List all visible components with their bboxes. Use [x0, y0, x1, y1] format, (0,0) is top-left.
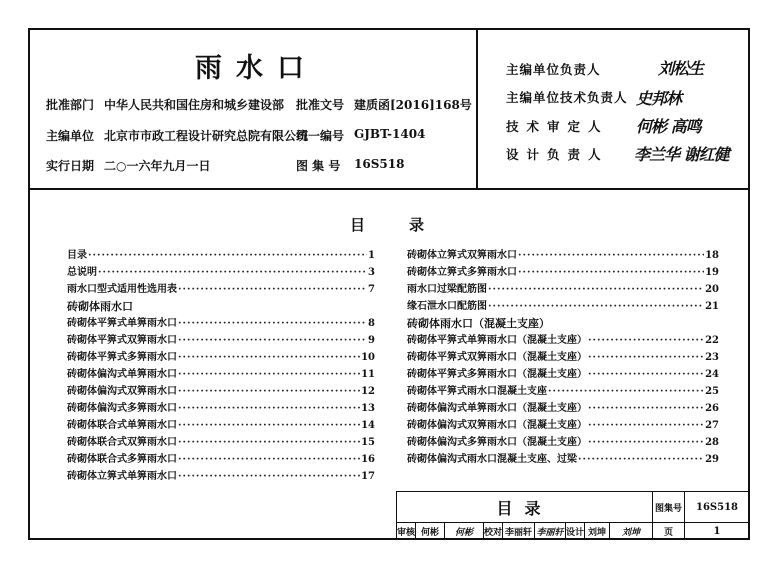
page-number: 1	[684, 522, 750, 540]
toc-entry[interactable]	[67, 468, 375, 485]
effective-date: 二○一六年九月一日	[104, 159, 211, 173]
title-block	[396, 491, 750, 540]
check-signature: 李丽轩	[534, 522, 566, 540]
toc-entry-page: 25	[705, 386, 719, 397]
chief-unit-label: 主编单位	[46, 129, 95, 143]
toc-entry-title: 砖砌体联合式多箅雨水口	[67, 454, 177, 465]
approval-doc: 建质函[2016]168号	[354, 98, 472, 112]
toc-entry-page: 27	[705, 420, 719, 431]
design-signature: 刘坤	[609, 522, 653, 540]
toc-entry-title: 砖砌体雨水口（混凝土支座）	[407, 317, 550, 330]
toc-entry-page: 10	[361, 352, 375, 363]
toc-leader-dots	[178, 468, 360, 485]
toc-entry-page: 1	[368, 250, 375, 261]
toc-entry-page: 15	[361, 437, 375, 448]
toc-entry[interactable]	[67, 349, 375, 366]
toc-entry-page: 16	[361, 454, 375, 465]
toc-entry[interactable]	[407, 400, 719, 417]
toc-section-heading	[407, 315, 719, 332]
toc-entry-title: 砖砌体偏沟式多箅雨水口	[67, 403, 177, 414]
toc-entry-title: 砖砌体立箅式双箅雨水口	[407, 250, 517, 261]
toc-entry[interactable]	[67, 434, 375, 451]
toc-leader-dots	[588, 349, 704, 366]
toc-entry-title: 砖砌体平箅式多箅雨水口（混凝土支座）	[407, 369, 587, 380]
toc-entry-title: 砖砌体平箅式单箅雨水口	[67, 318, 177, 329]
unified-no-label: 统一编号	[296, 129, 345, 143]
design-name: 刘坤	[584, 522, 610, 540]
toc-entry[interactable]	[67, 451, 375, 468]
toc-entry-page: 17	[361, 471, 375, 482]
toc-left-column	[67, 247, 375, 485]
toc-entry-title: 砖砌体偏沟式单箅雨水口（混凝土支座）	[407, 403, 587, 414]
toc-leader-dots	[588, 400, 704, 417]
sig-label-designer: 设计负责人	[506, 147, 609, 162]
toc-entry[interactable]	[407, 417, 719, 434]
approval-dept-label: 批准部门	[46, 98, 95, 112]
toc-entry-title: 砖砌体偏沟式雨水口混凝土支座、过梁	[407, 454, 577, 465]
signature-chief-unit-head: 刘松生	[658, 59, 704, 78]
toc-entry[interactable]	[67, 247, 375, 264]
toc-leader-dots	[518, 264, 704, 281]
sig-label-reviewer: 技术审定人	[506, 119, 609, 134]
toc-entry-title: 砖砌体平箅式雨水口混凝土支座	[407, 386, 547, 397]
toc-leader-dots	[178, 400, 360, 417]
toc-entry[interactable]	[67, 332, 375, 349]
toc-entry-title: 雨水口过梁配筋图	[407, 284, 487, 295]
atlas-no-label: 图 集 号	[296, 159, 341, 173]
toc-entry[interactable]	[407, 264, 719, 281]
toc-leader-dots	[548, 383, 704, 400]
toc-leader-dots	[578, 451, 704, 468]
review-name: 何彬	[415, 522, 445, 540]
toc-entry-page: 18	[705, 250, 719, 261]
toc-leader-dots	[588, 434, 704, 451]
signature-divider	[476, 28, 478, 189]
toc-entry[interactable]	[67, 366, 375, 383]
toc-entry-title: 砖砌体立箅式单箅雨水口	[67, 471, 177, 482]
toc-entry-page: 28	[705, 437, 719, 448]
toc-leader-dots	[588, 417, 704, 434]
chief-unit: 北京市市政工程设计研究总院有限公司	[104, 129, 309, 143]
toc-entry-page: 26	[705, 403, 719, 414]
effective-date-label: 实行日期	[46, 159, 95, 173]
toc-section-heading	[67, 298, 375, 315]
toc-leader-dots	[588, 332, 704, 349]
toc-entry-title: 砖砌体偏沟式单箅雨水口	[67, 369, 177, 380]
toc-leader-dots	[178, 451, 360, 468]
toc-entry-title: 砖砌体联合式双箅雨水口	[67, 437, 177, 448]
toc-entry[interactable]	[407, 383, 719, 400]
design-label: 设计	[565, 522, 585, 540]
approval-dept: 中华人民共和国住房和城乡建设部	[104, 98, 285, 112]
toc-heading: 目录	[350, 216, 469, 234]
toc-entry-title: 砖砌体立箅式多箅雨水口	[407, 267, 517, 278]
toc-entry-title: 缘石泄水口配筋图	[407, 301, 487, 312]
toc-leader-dots	[178, 434, 360, 451]
toc-entry-page: 21	[705, 301, 719, 312]
signature-reviewer: 何彬 高鸣	[636, 117, 701, 136]
toc-entry-page: 9	[368, 335, 375, 346]
toc-entry-page: 7	[368, 284, 375, 295]
toc-leader-dots	[178, 281, 367, 298]
toc-entry-page: 23	[705, 352, 719, 363]
toc-entry-page: 19	[705, 267, 719, 278]
toc-leader-dots	[178, 332, 367, 349]
title-block-atlas-no: 16S518	[684, 491, 750, 523]
header-divider	[28, 188, 750, 190]
toc-entry[interactable]	[407, 349, 719, 366]
toc-entry-title: 目录	[67, 250, 87, 261]
toc-entry-title: 砖砌体平箅式多箅雨水口	[67, 352, 177, 363]
toc-entry-page: 14	[361, 420, 375, 431]
sig-label-chief-unit-head: 主编单位负责人	[506, 62, 601, 77]
sig-label-tech-head: 主编单位技术负责人	[506, 90, 628, 105]
toc-entry[interactable]	[407, 451, 719, 468]
toc-entry-title: 砖砌体偏沟式双箅雨水口	[67, 386, 177, 397]
toc-entry[interactable]	[407, 332, 719, 349]
toc-entry[interactable]	[67, 400, 375, 417]
toc-leader-dots	[488, 281, 704, 298]
review-label: 审核	[396, 522, 416, 540]
toc-entry-title: 砖砌体偏沟式双箅雨水口（混凝土支座）	[407, 420, 587, 431]
toc-entry[interactable]	[67, 383, 375, 400]
toc-entry[interactable]	[407, 366, 719, 383]
toc-entry-page: 20	[705, 284, 719, 295]
toc-entry-title: 砖砌体联合式单箅雨水口	[67, 420, 177, 431]
toc-right-column	[407, 247, 719, 468]
unified-no: GJBT-1404	[354, 127, 426, 141]
toc-entry[interactable]	[67, 315, 375, 332]
approval-doc-label: 批准文号	[296, 98, 345, 112]
toc-entry-title: 总说明	[67, 267, 97, 278]
toc-entry-title: 砖砌体平箅式双箅雨水口（混凝土支座）	[407, 352, 587, 363]
toc-entry[interactable]	[67, 281, 375, 298]
toc-entry-page: 11	[361, 369, 375, 380]
check-label: 校对	[483, 522, 503, 540]
review-signature: 何彬	[444, 522, 484, 540]
toc-entry-page: 24	[705, 369, 719, 380]
atlas-title: 雨水口	[195, 53, 318, 84]
toc-leader-dots	[518, 247, 704, 264]
toc-entry[interactable]	[67, 417, 375, 434]
title-block-title: 目录	[396, 491, 653, 523]
toc-leader-dots	[178, 349, 360, 366]
toc-entry-title: 雨水口型式适用性选用表	[67, 284, 177, 295]
toc-entry-page: 3	[368, 267, 375, 278]
signature-tech-head: 史邦林	[636, 89, 682, 108]
toc-entry[interactable]	[407, 247, 719, 264]
toc-entry-page: 13	[361, 403, 375, 414]
toc-leader-dots	[88, 247, 367, 264]
toc-entry-page: 22	[705, 335, 719, 346]
toc-entry-title: 砖砌体平箅式单箅雨水口（混凝土支座）	[407, 335, 587, 346]
toc-entry[interactable]	[67, 264, 375, 281]
signature-designer: 李兰华 谢红健	[634, 145, 729, 164]
toc-leader-dots	[178, 383, 360, 400]
toc-entry-page: 29	[705, 454, 719, 465]
toc-leader-dots	[178, 315, 367, 332]
toc-entry-page: 8	[368, 318, 375, 329]
atlas-no: 16S518	[354, 157, 405, 171]
toc-leader-dots	[588, 366, 704, 383]
toc-entry-page: 12	[361, 386, 375, 397]
toc-leader-dots	[178, 366, 360, 383]
toc-entry[interactable]	[407, 298, 719, 315]
title-block-atlas-label: 图集号	[652, 491, 685, 523]
toc-entry[interactable]	[407, 281, 719, 298]
toc-leader-dots	[178, 417, 360, 434]
toc-entry-title: 砖砌体偏沟式多箅雨水口（混凝土支座）	[407, 437, 587, 448]
toc-entry-title: 砖砌体平箅式双箅雨水口	[67, 335, 177, 346]
toc-leader-dots	[98, 264, 367, 281]
toc-leader-dots	[488, 298, 704, 315]
check-name: 李丽轩	[502, 522, 535, 540]
toc-entry[interactable]	[407, 434, 719, 451]
toc-entry-title: 砖砌体雨水口	[67, 300, 133, 313]
page-label: 页	[652, 522, 685, 540]
